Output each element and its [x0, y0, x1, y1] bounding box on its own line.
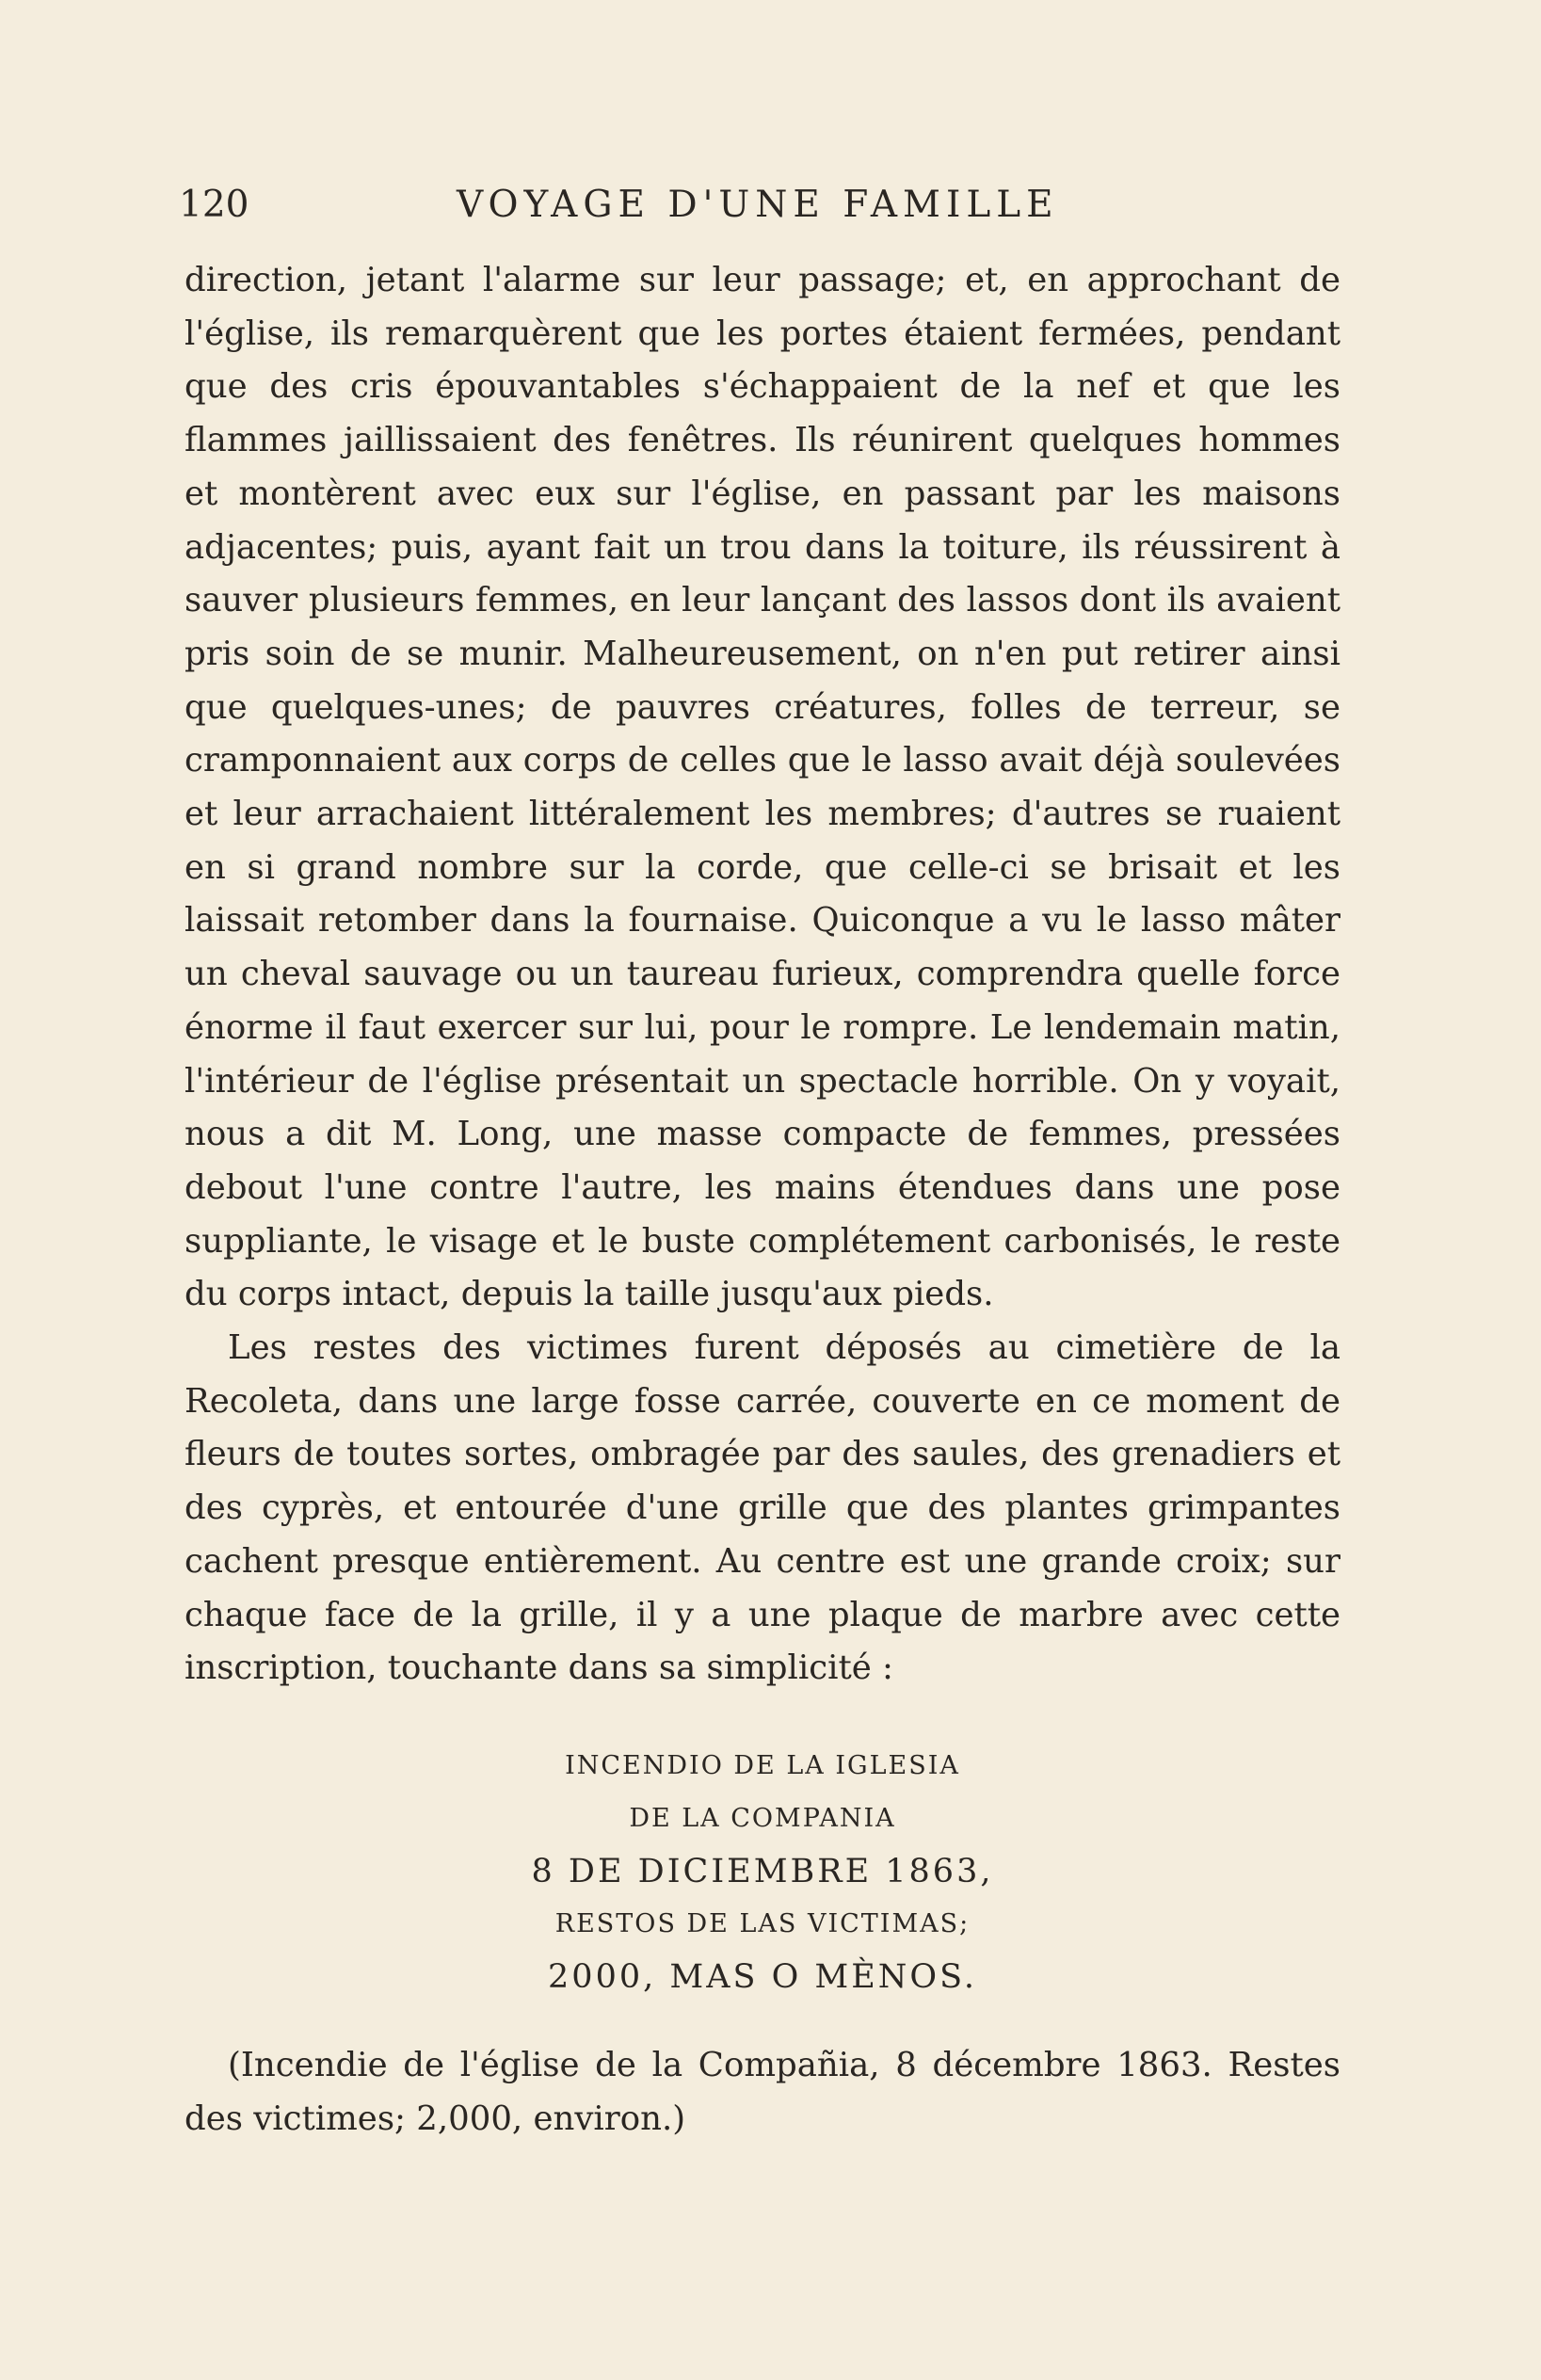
inscription [185, 1740, 1340, 2003]
translation-paragraph: (Incendie de l'église de la Compañia, 8 décembre 1863. Restes des victimes; 2,000, environ.) [185, 2046, 1340, 2138]
paragraph-2: Les restes des victimes furent déposés au cimetière de la Recoleta, dans une large fosse carrée, couverte en ce moment de fleurs de toutes sortes, ombragée par des saules, des grenadiers et des cyprès, et entourée d'une grille que des plantes grimpantes cachent presque entièrement. Au centre est une grande croix; sur chaque face de la grille, il y a une plaque de marbre avec cette inscription, touchante dans sa simplicité : [185, 1328, 1340, 1688]
inscription-line-3: 8 DE DICIEMBRE 1863, [531, 1853, 994, 1890]
running-head: VOYAGE D'UNE FAMILLE [457, 184, 1059, 226]
page-header [179, 184, 1365, 240]
inscription-line-1: INCENDIO DE LA IGLESIA [565, 1751, 960, 1780]
inscription-line-2: DE LA COMPANIA [629, 1804, 896, 1833]
inscription-line-4: RESTOS DE LAS VICTIMAS; [554, 1909, 971, 1938]
translation-block [185, 2039, 1340, 2146]
page-number: 120 [179, 184, 249, 226]
body-text [185, 254, 1340, 1696]
inscription-line-5: 2000, MAS O MÈNOS. [548, 1958, 977, 1996]
paragraph-1: direction, jetant l'alarme sur leur passage; et, en approchant de l'église, ils remarquèrent que les portes étaient fermées, pendant que des cris épouvantables s'échappaient de la nef et que les flammes jaillissaient des fenêtres. Ils réunirent quelques hommes et montèrent avec eux sur l'église, en passant par les maisons adjacentes; puis, ayant fait un trou dans la toiture, ils réussirent à sauver plusieurs femmes, en leur lançant des lassos dont ils avaient pris soin de se munir. Malheureusement, on n'en put retirer ainsi que quelques-unes; de pauvres créatures, folles de terreur, se cramponnaient aux corps de celles que le lasso avait déjà soulevées et leur arrachaient littéralement les membres; d'autres se ruaient en si grand nombre sur la corde, que celle-ci se brisait et les laissait retomber dans la fournaise. Quiconque a vu le lasso mâter un cheval sauvage ou un taureau furieux, comprendra quelle force énorme il faut exercer sur lui, pour le rompre. Le lendemain matin, l'intérieur de l'église présentait un spectacle horrible. On y voyait, nous a dit M. Long, une masse compacte de femmes, pressées debout l'une contre l'autre, les mains étendues dans une pose suppliante, le visage et le buste complétement carbonisés, le reste du corps intact, depuis la taille jusqu'aux pieds. [185, 261, 1340, 1314]
